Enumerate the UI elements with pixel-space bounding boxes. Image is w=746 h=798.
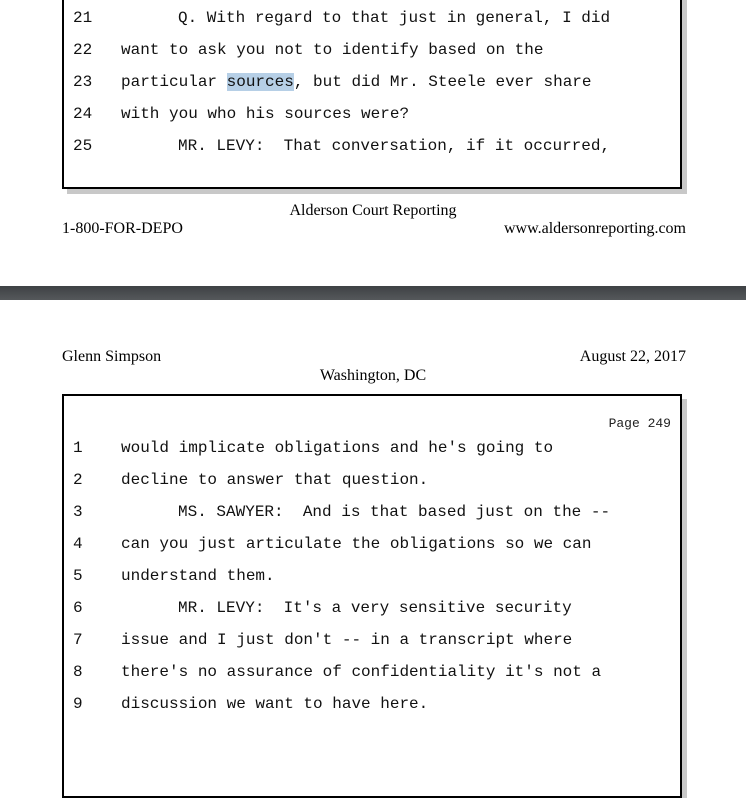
line-number: 21 [73,9,93,27]
search-highlight: sources [226,73,294,91]
line-number: 3 [73,503,83,521]
transcript-line: can you just articulate the obligations so we can [121,535,592,553]
transcript-box-page-248 [62,0,682,189]
line-number: 22 [73,41,93,59]
transcript-line: MR. LEVY: It's a very sensitive security [178,599,572,617]
transcript-line: with you who his sources were? [121,105,410,123]
line-number: 6 [73,599,83,617]
transcript-line: understand them. [121,567,275,585]
transcript-line: decline to answer that question. [121,471,429,489]
line-text-segment: particular [121,73,227,91]
line-number: 2 [73,471,83,489]
transcript-line: there's no assurance of confidentiality it's not a [121,663,602,681]
page-separator [0,286,746,300]
footer-company: Alderson Court Reporting [289,202,457,219]
transcript-line: MR. LEVY: That conversation, if it occurred, [178,137,611,155]
transcript-line: Q. With regard to that just in general, I did [178,9,611,27]
transcript-line: want to ask you not to identify based on the [121,41,544,59]
line-number: 23 [73,73,93,91]
line-text-segment: , but did Mr. Steele ever share [293,73,592,91]
header-date: August 22, 2017 [579,348,686,365]
header-witness: Glenn Simpson [62,348,162,365]
line-number: 5 [73,567,83,585]
line-number: 8 [73,663,83,681]
line-number: 1 [73,439,83,457]
footer-phone: 1-800-FOR-DEPO [62,220,183,237]
footer-website: www.aldersonreporting.com [503,220,686,237]
line-number: 9 [73,695,83,713]
header-location: Washington, DC [319,367,427,384]
transcript-line: MS. SAWYER: And is that based just on the -- [178,503,611,521]
line-number: 25 [73,137,93,155]
transcript-line: would implicate obligations and he's going to [121,439,554,457]
line-number: 4 [73,535,83,553]
transcript-line: issue and I just don't -- in a transcript where [121,631,573,649]
transcript-line: discussion we want to have here. [121,695,429,713]
page-number: Page 249 [608,416,671,431]
line-number: 7 [73,631,83,649]
line-number: 24 [73,105,93,123]
transcript-line [121,72,592,92]
